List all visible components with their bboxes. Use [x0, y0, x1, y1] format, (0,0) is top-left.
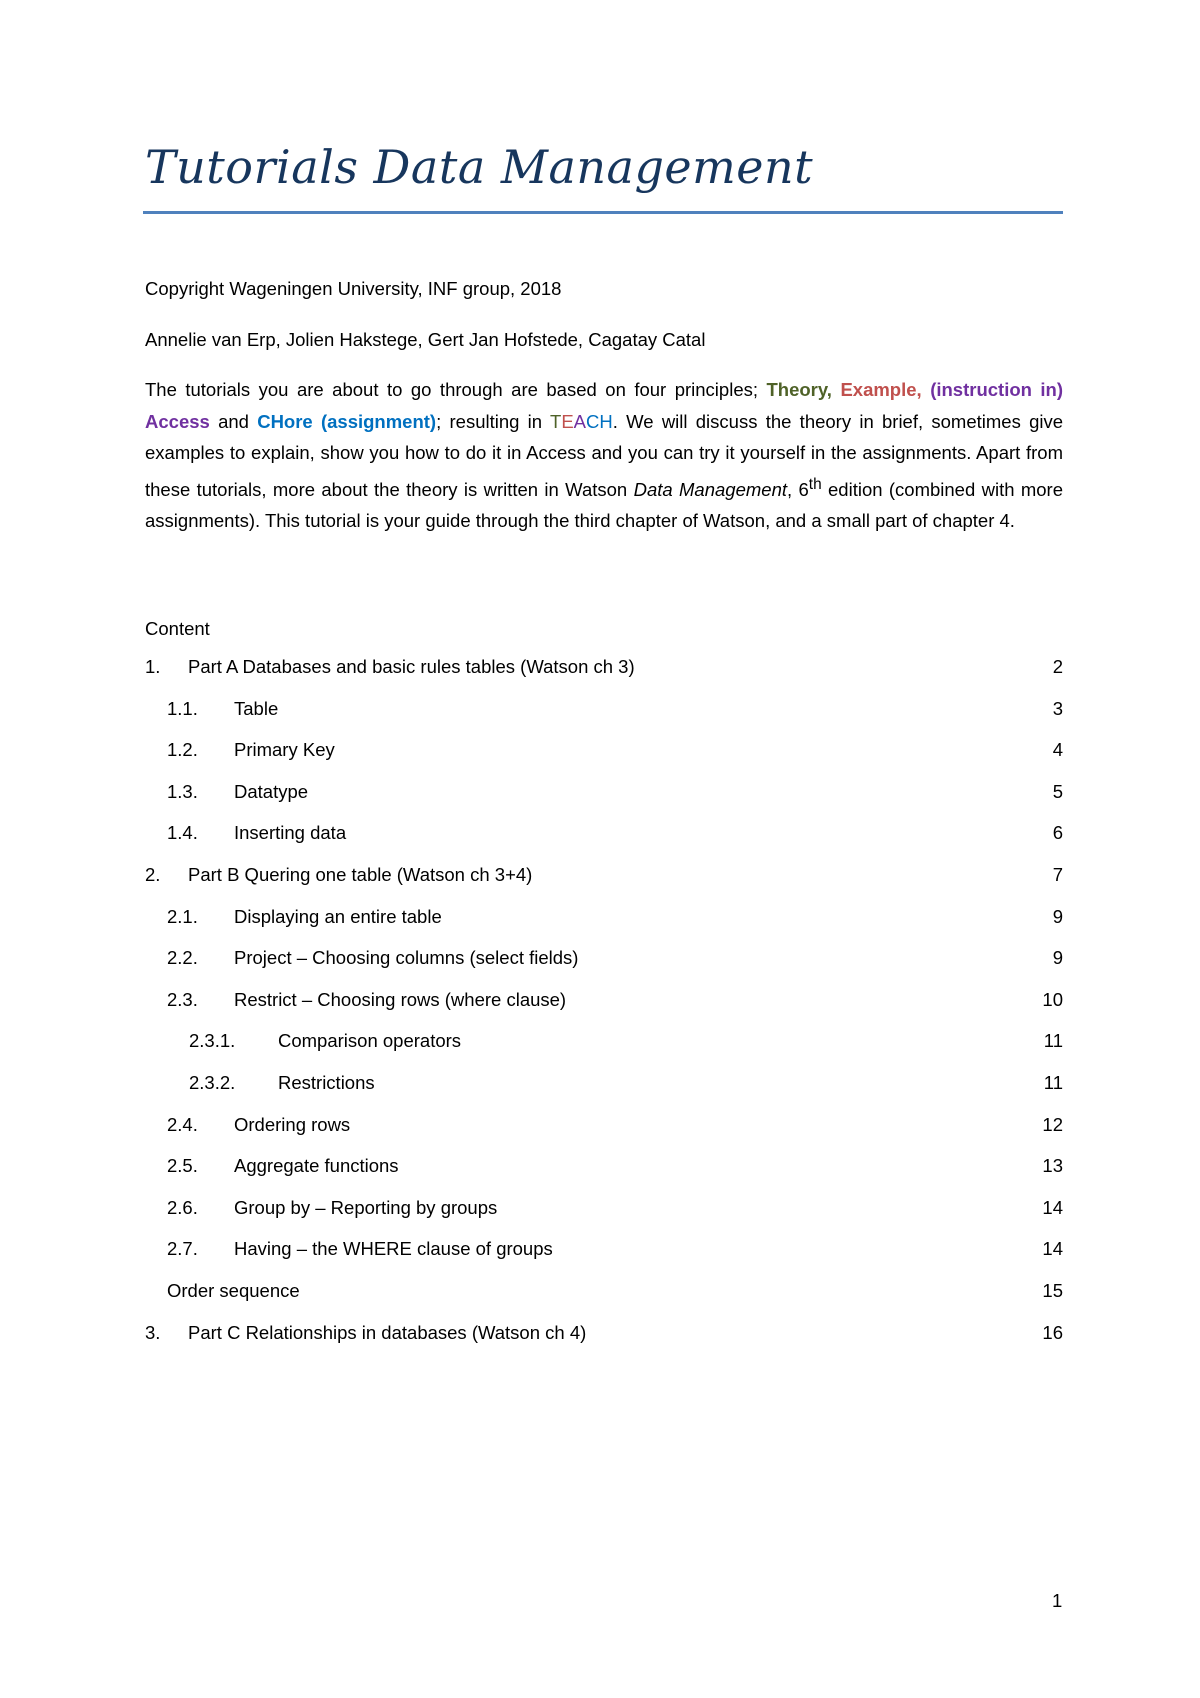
- toc-entry-number: 2.6.: [167, 1196, 198, 1218]
- intro-comma-2: ,: [916, 379, 931, 400]
- intro-paragraph: [145, 374, 1063, 537]
- toc-entry[interactable]: [145, 854, 1063, 896]
- toc-entry-number: 2.7.: [167, 1238, 198, 1260]
- toc-entry[interactable]: [145, 896, 1063, 938]
- toc-entry[interactable]: [145, 937, 1063, 979]
- toc-entry-number: 1.4.: [167, 822, 198, 844]
- teach-letters-ch: CH: [586, 410, 613, 432]
- toc-entry-label: Part C Relationships in databases (Watson ch 4): [188, 1321, 587, 1343]
- intro-text-2: ; resulting in: [436, 410, 551, 432]
- principle-example: Example: [840, 379, 917, 400]
- intro-text-4: , 6: [787, 478, 809, 500]
- principle-theory: Theory: [766, 379, 827, 400]
- toc-entry-label: Restrictions: [278, 1071, 375, 1093]
- intro-text-5: edition (combined with more assignments). This tutorial is your guide through the third chapter of Watson, and a small part of chapter 4.: [145, 478, 1064, 532]
- toc-entry-number: 2.: [145, 863, 161, 885]
- toc-entry[interactable]: [145, 771, 1063, 813]
- toc-entry-page: 11: [1043, 1030, 1063, 1052]
- toc-entry[interactable]: [145, 1020, 1063, 1062]
- toc-entry-label: Displaying an entire table: [234, 905, 442, 927]
- toc-entry-page: 7: [1052, 863, 1063, 885]
- toc-entry-page: 14: [1042, 1238, 1063, 1260]
- toc-entry[interactable]: [145, 729, 1063, 771]
- page-number: 1: [1052, 1590, 1063, 1611]
- toc-entry-page: 2: [1052, 656, 1063, 677]
- toc-entry-page: 3: [1052, 697, 1063, 719]
- toc-entry-label: Aggregate functions: [234, 1155, 399, 1177]
- teach-letter-t: T: [550, 410, 562, 432]
- toc-entry-page: 16: [1042, 1321, 1063, 1343]
- toc-entry-page: 9: [1052, 947, 1063, 969]
- toc-entry[interactable]: [145, 812, 1063, 854]
- toc-entry-page: 15: [1042, 1279, 1063, 1301]
- intro-text-1: The tutorials you are about to go through are based on four principles;: [145, 379, 767, 400]
- toc-entry-number: 2.5.: [167, 1155, 198, 1177]
- book-title: Data Management: [633, 478, 787, 500]
- intro-text-3: . We will discuss the theory in brief, sometimes give examples to explain, show you how to do it in Access and you can try it yourself in the assignments. Apart from these tutorials, more about the theory is written in Watson: [145, 410, 1064, 500]
- toc-entry[interactable]: [145, 1104, 1063, 1146]
- toc-entry-page: 9: [1052, 905, 1063, 927]
- toc-entry[interactable]: [145, 1187, 1063, 1229]
- teach-letter-a: A: [573, 410, 587, 432]
- toc-entry-page: 13: [1042, 1155, 1063, 1177]
- toc-entry-label: Table: [234, 697, 279, 719]
- toc-entry-number: 2.2.: [167, 947, 198, 969]
- copyright-line: Copyright Wageningen University, INF group, 2018: [145, 278, 562, 299]
- toc-entry-number: 2.3.1.: [189, 1030, 236, 1052]
- toc-entry-label: Order sequence: [167, 1279, 300, 1301]
- toc-entry-label: Comparison operators: [278, 1030, 462, 1052]
- toc-entry[interactable]: [145, 1228, 1063, 1270]
- toc-entry-page: 6: [1052, 822, 1063, 844]
- toc-entry[interactable]: [145, 1145, 1063, 1187]
- document-title: Tutorials Data Management: [145, 140, 814, 194]
- table-of-contents: [145, 612, 1063, 1353]
- toc-entry-label: Project – Choosing columns (select fields): [234, 947, 579, 969]
- toc-entry-number: 2.3.: [167, 988, 198, 1010]
- teach-letter-e: E: [561, 410, 574, 432]
- toc-entry[interactable]: [145, 646, 1063, 688]
- toc-entry[interactable]: [145, 1270, 1063, 1312]
- toc-entry-page: 12: [1042, 1113, 1063, 1135]
- toc-entry-number: 3.: [145, 1321, 161, 1343]
- toc-entry-label: Inserting data: [234, 822, 347, 844]
- principle-access: (instruction in) Access: [145, 379, 1064, 432]
- toc-entry-number: 2.1.: [167, 905, 198, 927]
- toc-entry[interactable]: [145, 1062, 1063, 1104]
- toc-entry-page: 11: [1043, 1071, 1063, 1093]
- toc-entry-page: 4: [1052, 739, 1063, 761]
- toc-entry-label: Ordering rows: [234, 1113, 351, 1135]
- toc-entry-number: 2.3.2.: [189, 1071, 236, 1093]
- toc-entry-number: 1.3.: [167, 780, 198, 802]
- toc-entry-label: Group by – Reporting by groups: [234, 1196, 498, 1218]
- toc-entry-label: Restrict – Choosing rows (where clause): [234, 988, 567, 1010]
- toc-entry-number: 1.2.: [167, 739, 198, 761]
- edition-superscript: th: [808, 475, 822, 493]
- principle-chore: CHore (assignment): [257, 410, 437, 432]
- toc-entry[interactable]: [145, 1312, 1063, 1354]
- title-underline: [143, 211, 1063, 214]
- intro-comma-1: ,: [826, 379, 841, 400]
- toc-entry-number: 1.1.: [167, 697, 198, 719]
- toc-entry-label: Part B Quering one table (Watson ch 3+4): [188, 863, 533, 885]
- toc-entry-page: 10: [1042, 988, 1063, 1010]
- toc-entry-label: Having – the WHERE clause of groups: [234, 1238, 553, 1260]
- toc-heading: Content: [145, 618, 210, 639]
- toc-entry-number: 2.4.: [167, 1113, 198, 1135]
- toc-entry-page: 5: [1052, 780, 1063, 802]
- toc-entry-page: 14: [1042, 1196, 1063, 1218]
- toc-entry-label: Datatype: [234, 780, 309, 802]
- authors-line: Annelie van Erp, Jolien Hakstege, Gert Jan Hofstede, Cagatay Catal: [145, 329, 706, 350]
- toc-entry[interactable]: [145, 688, 1063, 730]
- toc-entry-label: Part A Databases and basic rules tables (Watson ch 3): [188, 656, 635, 677]
- intro-and: and: [209, 410, 258, 432]
- toc-entry[interactable]: [145, 979, 1063, 1021]
- toc-entry-number: 1.: [145, 656, 161, 677]
- toc-entry-label: Primary Key: [234, 739, 335, 761]
